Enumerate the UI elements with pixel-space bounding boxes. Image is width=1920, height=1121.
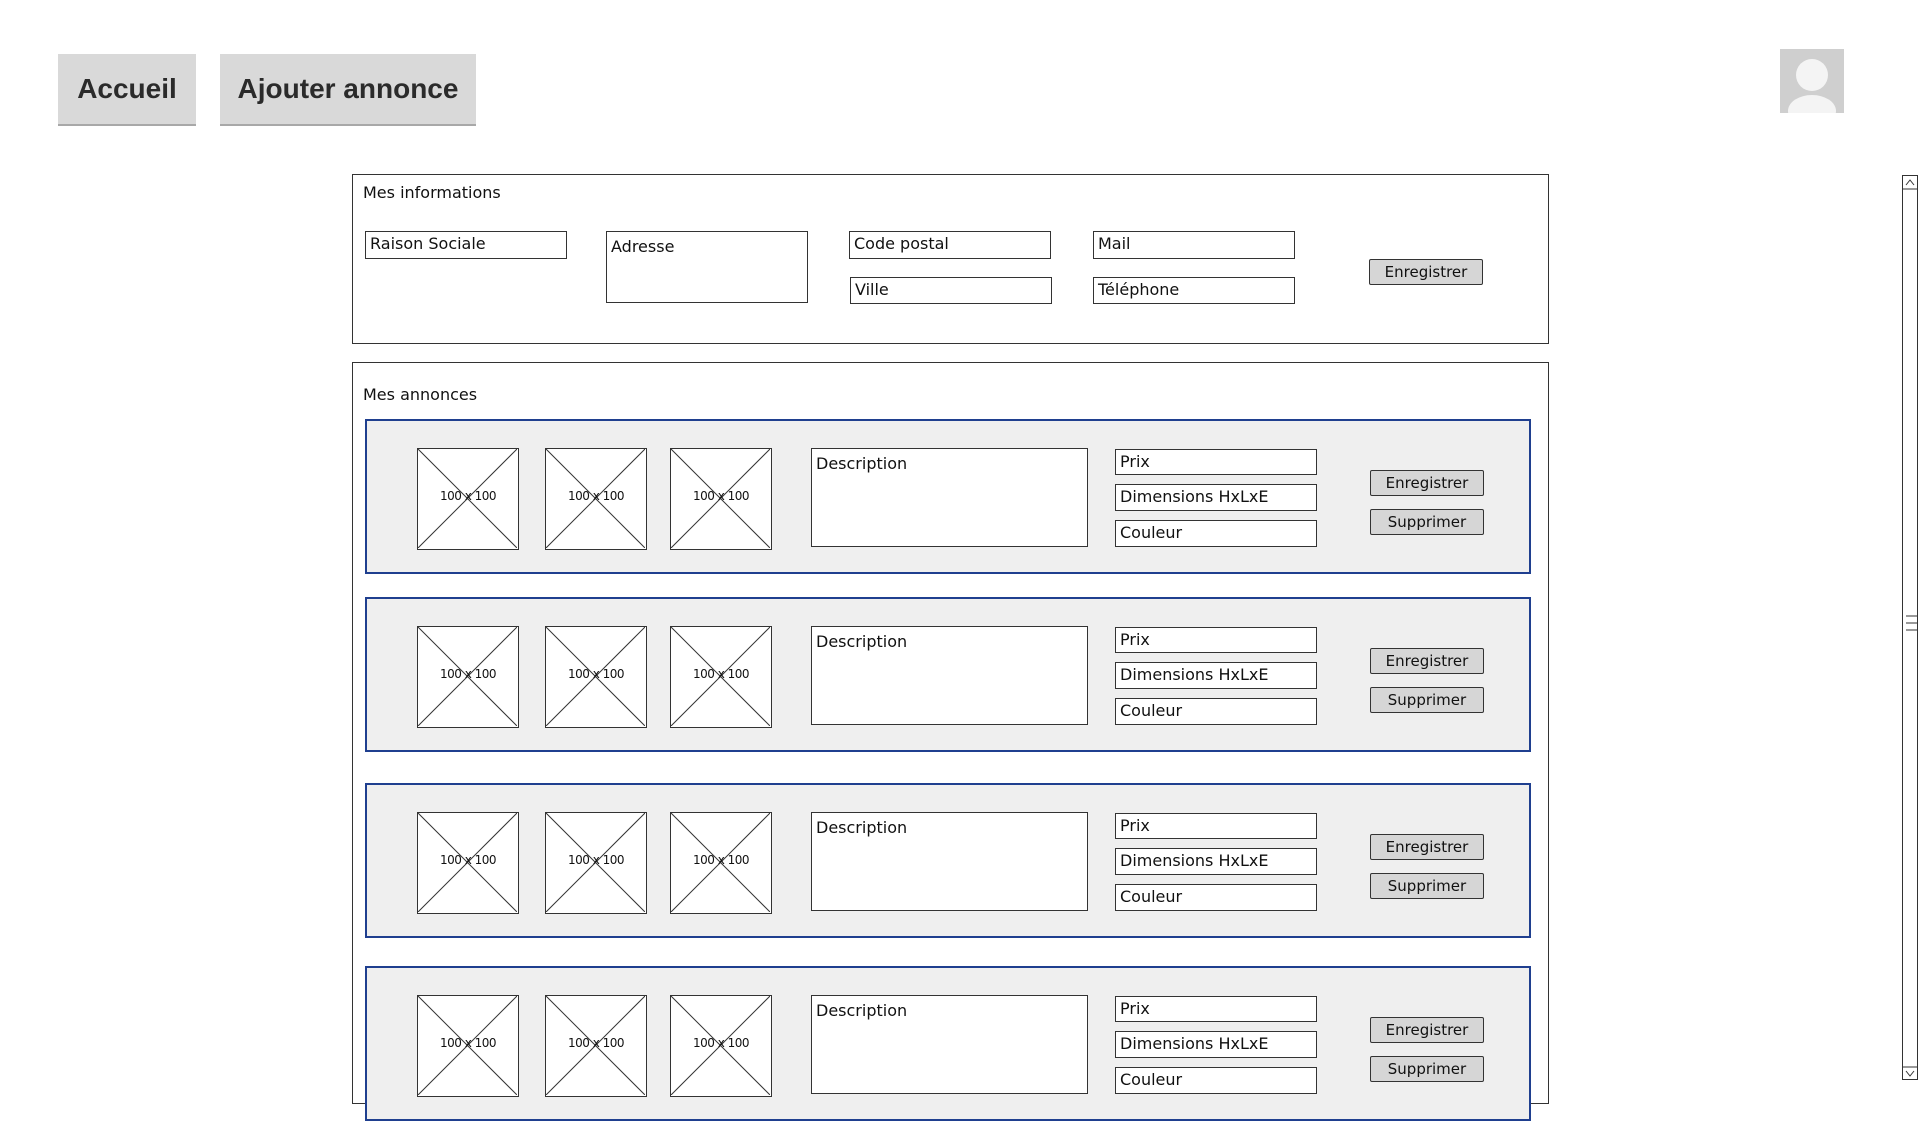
dimensions-field[interactable]: Dimensions HxLxE (1115, 1031, 1317, 1058)
user-avatar-icon[interactable] (1780, 49, 1844, 113)
image-placeholder-icon[interactable] (545, 448, 647, 550)
image-placeholder-icon[interactable] (670, 995, 772, 1097)
dimensions-field[interactable]: Dimensions HxLxE (1115, 484, 1317, 511)
listing-card (365, 783, 1531, 938)
image-placeholder-icon[interactable] (545, 626, 647, 728)
info-panel (352, 174, 1549, 344)
ville-field[interactable]: Ville (850, 277, 1052, 304)
image-placeholder-icon[interactable] (545, 995, 647, 1097)
image-placeholder-icon[interactable] (670, 812, 772, 914)
mail-field[interactable]: Mail (1093, 231, 1295, 259)
prix-field[interactable]: Prix (1115, 813, 1317, 839)
image-placeholder-icon[interactable] (417, 995, 519, 1097)
image-size-label: 100 x 100 (692, 489, 750, 503)
image-size-label: 100 x 100 (567, 1036, 625, 1050)
image-size-label: 100 x 100 (567, 853, 625, 867)
image-size-label: 100 x 100 (567, 489, 625, 503)
dimensions-field[interactable]: Dimensions HxLxE (1115, 662, 1317, 689)
image-size-label: 100 x 100 (692, 667, 750, 681)
home-button[interactable]: Accueil (58, 54, 196, 124)
adresse-field[interactable]: Adresse (606, 231, 808, 303)
add-listing-button[interactable]: Ajouter annonce (220, 54, 476, 124)
image-size-label: 100 x 100 (567, 667, 625, 681)
listing-card (365, 966, 1531, 1121)
save-listing-button[interactable]: Enregistrer (1370, 648, 1484, 674)
delete-listing-button[interactable]: Supprimer (1370, 509, 1484, 535)
description-field[interactable]: Description (811, 995, 1088, 1094)
image-size-label: 100 x 100 (439, 853, 497, 867)
image-size-label: 100 x 100 (692, 853, 750, 867)
couleur-field[interactable]: Couleur (1115, 1067, 1317, 1094)
image-size-label: 100 x 100 (692, 1036, 750, 1050)
prix-field[interactable]: Prix (1115, 449, 1317, 475)
couleur-field[interactable]: Couleur (1115, 884, 1317, 911)
image-placeholder-icon[interactable] (417, 448, 519, 550)
image-placeholder-icon[interactable] (670, 448, 772, 550)
scrollbar[interactable] (1902, 175, 1918, 1080)
couleur-field[interactable]: Couleur (1115, 520, 1317, 547)
save-listing-button[interactable]: Enregistrer (1370, 470, 1484, 496)
save-info-button[interactable]: Enregistrer (1369, 259, 1483, 285)
prix-field[interactable]: Prix (1115, 996, 1317, 1022)
description-field[interactable]: Description (811, 812, 1088, 911)
dimensions-field[interactable]: Dimensions HxLxE (1115, 848, 1317, 875)
image-size-label: 100 x 100 (439, 1036, 497, 1050)
delete-listing-button[interactable]: Supprimer (1370, 1056, 1484, 1082)
description-field[interactable]: Description (811, 448, 1088, 547)
info-panel-title: Mes informations (363, 183, 501, 202)
listing-card (365, 597, 1531, 752)
couleur-field[interactable]: Couleur (1115, 698, 1317, 725)
listings-panel-title: Mes annonces (363, 385, 478, 404)
image-placeholder-icon[interactable] (417, 812, 519, 914)
save-listing-button[interactable]: Enregistrer (1370, 834, 1484, 860)
telephone-field[interactable]: Téléphone (1093, 277, 1295, 304)
delete-listing-button[interactable]: Supprimer (1370, 687, 1484, 713)
image-placeholder-icon[interactable] (417, 626, 519, 728)
delete-listing-button[interactable]: Supprimer (1370, 873, 1484, 899)
raison-sociale-field[interactable]: Raison Sociale (365, 231, 567, 259)
description-field[interactable]: Description (811, 626, 1088, 725)
image-size-label: 100 x 100 (439, 667, 497, 681)
image-placeholder-icon[interactable] (545, 812, 647, 914)
listing-card (365, 419, 1531, 574)
prix-field[interactable]: Prix (1115, 627, 1317, 653)
image-placeholder-icon[interactable] (670, 626, 772, 728)
image-size-label: 100 x 100 (439, 489, 497, 503)
save-listing-button[interactable]: Enregistrer (1370, 1017, 1484, 1043)
code-postal-field[interactable]: Code postal (849, 231, 1051, 259)
